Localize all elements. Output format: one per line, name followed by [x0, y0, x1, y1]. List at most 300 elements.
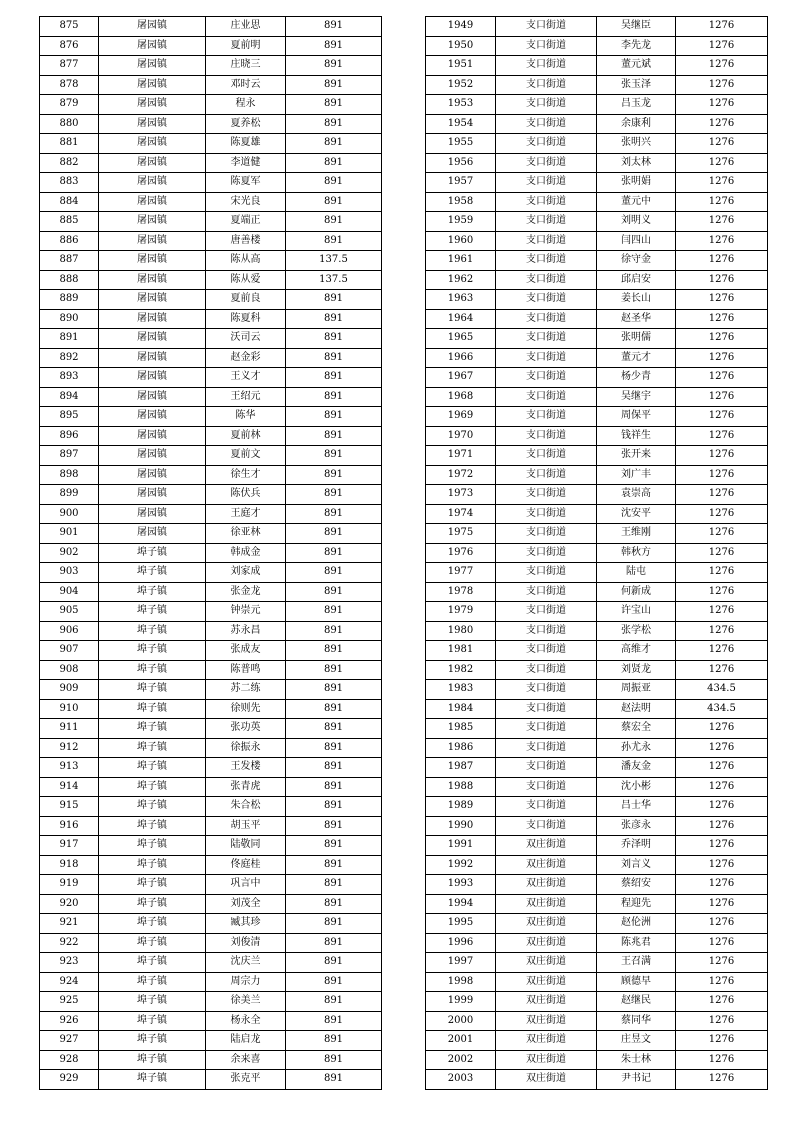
township-cell: 埠子镇 [99, 641, 206, 661]
township-cell: 屠园镇 [99, 95, 206, 115]
name-cell: 赵法明 [597, 699, 676, 719]
table-row [40, 485, 382, 505]
name-cell: 王庭才 [206, 504, 286, 524]
table-row [426, 875, 768, 895]
table-row [426, 797, 768, 817]
serial-cell: 1976 [426, 543, 496, 563]
serial-cell: 887 [40, 251, 99, 271]
table-row [426, 270, 768, 290]
township-cell: 双庄街道 [496, 894, 597, 914]
amount-cell: 891 [286, 426, 382, 446]
serial-cell: 914 [40, 777, 99, 797]
table-row [40, 387, 382, 407]
amount-cell: 891 [286, 75, 382, 95]
serial-cell: 1981 [426, 641, 496, 661]
amount-cell: 891 [286, 348, 382, 368]
amount-cell: 434.5 [676, 680, 768, 700]
name-cell: 周振亚 [597, 680, 676, 700]
township-cell: 支口街道 [496, 270, 597, 290]
amount-cell: 1276 [676, 1050, 768, 1070]
serial-cell: 1992 [426, 855, 496, 875]
serial-cell: 892 [40, 348, 99, 368]
name-cell: 董元斌 [597, 56, 676, 76]
township-cell: 支口街道 [496, 387, 597, 407]
township-cell: 屠园镇 [99, 485, 206, 505]
amount-cell: 891 [286, 446, 382, 466]
name-cell: 陈夏科 [206, 309, 286, 329]
table-row [426, 465, 768, 485]
name-cell: 刘家成 [206, 563, 286, 583]
table-row [426, 212, 768, 232]
serial-cell: 898 [40, 465, 99, 485]
serial-cell: 926 [40, 1011, 99, 1031]
table-row [40, 660, 382, 680]
serial-cell: 902 [40, 543, 99, 563]
amount-cell: 1276 [676, 290, 768, 310]
amount-cell: 891 [286, 992, 382, 1012]
serial-cell: 893 [40, 368, 99, 388]
table-row [40, 348, 382, 368]
serial-cell: 2002 [426, 1050, 496, 1070]
township-cell: 双庄街道 [496, 836, 597, 856]
township-cell: 支口街道 [496, 699, 597, 719]
name-cell: 周宗力 [206, 972, 286, 992]
name-cell: 陈普鸣 [206, 660, 286, 680]
township-cell: 埠子镇 [99, 797, 206, 817]
name-cell: 尹书记 [597, 1070, 676, 1090]
table-row [426, 348, 768, 368]
amount-cell: 891 [286, 36, 382, 56]
serial-cell: 1999 [426, 992, 496, 1012]
amount-cell: 1276 [676, 134, 768, 154]
serial-cell: 1978 [426, 582, 496, 602]
table-row [40, 270, 382, 290]
township-cell: 支口街道 [496, 17, 597, 37]
table-row [426, 153, 768, 173]
name-cell: 胡玉平 [206, 816, 286, 836]
amount-cell: 891 [286, 524, 382, 544]
township-cell: 埠子镇 [99, 543, 206, 563]
name-cell: 刘俊清 [206, 933, 286, 953]
amount-cell: 137.5 [286, 270, 382, 290]
serial-cell: 1968 [426, 387, 496, 407]
amount-cell: 1276 [676, 426, 768, 446]
table-row [40, 914, 382, 934]
serial-cell: 1974 [426, 504, 496, 524]
township-cell: 双庄街道 [496, 1070, 597, 1090]
table-row [40, 504, 382, 524]
table-row [40, 192, 382, 212]
name-cell: 韩秋方 [597, 543, 676, 563]
serial-cell: 896 [40, 426, 99, 446]
name-cell: 赵伦洲 [597, 914, 676, 934]
name-cell: 周保平 [597, 407, 676, 427]
township-cell: 支口街道 [496, 329, 597, 349]
township-cell: 双庄街道 [496, 933, 597, 953]
name-cell: 陆敬同 [206, 836, 286, 856]
amount-cell: 891 [286, 134, 382, 154]
name-cell: 王发楼 [206, 758, 286, 778]
amount-cell: 1276 [676, 485, 768, 505]
amount-cell: 1276 [676, 836, 768, 856]
name-cell: 朱合松 [206, 797, 286, 817]
serial-cell: 1965 [426, 329, 496, 349]
township-cell: 支口街道 [496, 95, 597, 115]
serial-cell: 1995 [426, 914, 496, 934]
township-cell: 支口街道 [496, 777, 597, 797]
township-cell: 双庄街道 [496, 1011, 597, 1031]
table-row [426, 407, 768, 427]
serial-cell: 1984 [426, 699, 496, 719]
name-cell: 李先龙 [597, 36, 676, 56]
amount-cell: 1276 [676, 641, 768, 661]
township-cell: 埠子镇 [99, 699, 206, 719]
amount-cell: 891 [286, 621, 382, 641]
name-cell: 赵继民 [597, 992, 676, 1012]
amount-cell: 1276 [676, 738, 768, 758]
left-table-body [40, 17, 382, 1090]
name-cell: 何新成 [597, 582, 676, 602]
name-cell: 顾德早 [597, 972, 676, 992]
township-cell: 埠子镇 [99, 680, 206, 700]
serial-cell: 904 [40, 582, 99, 602]
serial-cell: 908 [40, 660, 99, 680]
township-cell: 屠园镇 [99, 524, 206, 544]
serial-cell: 1985 [426, 719, 496, 739]
name-cell: 陈夏军 [206, 173, 286, 193]
table-row [426, 699, 768, 719]
amount-cell: 891 [286, 777, 382, 797]
right-roster-table [425, 16, 768, 1090]
township-cell: 支口街道 [496, 738, 597, 758]
serial-cell: 891 [40, 329, 99, 349]
table-row [40, 816, 382, 836]
amount-cell: 891 [286, 894, 382, 914]
name-cell: 刘明义 [597, 212, 676, 232]
table-row [40, 114, 382, 134]
township-cell: 埠子镇 [99, 758, 206, 778]
table-row [426, 680, 768, 700]
table-row [426, 894, 768, 914]
table-row [40, 543, 382, 563]
table-row [426, 972, 768, 992]
name-cell: 赵圣华 [597, 309, 676, 329]
township-cell: 屠园镇 [99, 17, 206, 37]
amount-cell: 1276 [676, 660, 768, 680]
serial-cell: 900 [40, 504, 99, 524]
table-row [426, 777, 768, 797]
township-cell: 支口街道 [496, 173, 597, 193]
table-row [426, 582, 768, 602]
table-row [426, 816, 768, 836]
table-row [426, 368, 768, 388]
township-cell: 屠园镇 [99, 192, 206, 212]
serial-cell: 894 [40, 387, 99, 407]
serial-cell: 895 [40, 407, 99, 427]
township-cell: 支口街道 [496, 602, 597, 622]
serial-cell: 1971 [426, 446, 496, 466]
name-cell: 刘茂全 [206, 894, 286, 914]
township-cell: 支口街道 [496, 680, 597, 700]
township-cell: 支口街道 [496, 309, 597, 329]
township-cell: 埠子镇 [99, 816, 206, 836]
serial-cell: 1957 [426, 173, 496, 193]
amount-cell: 1276 [676, 114, 768, 134]
serial-cell: 882 [40, 153, 99, 173]
serial-cell: 924 [40, 972, 99, 992]
amount-cell: 891 [286, 387, 382, 407]
amount-cell: 1276 [676, 446, 768, 466]
name-cell: 王义才 [206, 368, 286, 388]
township-cell: 支口街道 [496, 348, 597, 368]
serial-cell: 919 [40, 875, 99, 895]
township-cell: 埠子镇 [99, 914, 206, 934]
table-row [40, 290, 382, 310]
serial-cell: 1958 [426, 192, 496, 212]
table-row [40, 621, 382, 641]
name-cell: 潘友金 [597, 758, 676, 778]
table-row [40, 699, 382, 719]
serial-cell: 1980 [426, 621, 496, 641]
serial-cell: 922 [40, 933, 99, 953]
name-cell: 张开来 [597, 446, 676, 466]
table-row [40, 972, 382, 992]
township-cell: 支口街道 [496, 134, 597, 154]
township-cell: 屠园镇 [99, 465, 206, 485]
serial-cell: 1988 [426, 777, 496, 797]
name-cell: 王维刚 [597, 524, 676, 544]
table-row [40, 524, 382, 544]
table-row [426, 758, 768, 778]
serial-cell: 1956 [426, 153, 496, 173]
serial-cell: 1951 [426, 56, 496, 76]
serial-cell: 917 [40, 836, 99, 856]
amount-cell: 891 [286, 290, 382, 310]
name-cell: 吴继臣 [597, 17, 676, 37]
name-cell: 许宝山 [597, 602, 676, 622]
township-cell: 屠园镇 [99, 270, 206, 290]
amount-cell: 1276 [676, 953, 768, 973]
amount-cell: 891 [286, 758, 382, 778]
serial-cell: 1986 [426, 738, 496, 758]
name-cell: 陈从高 [206, 251, 286, 271]
name-cell: 董元中 [597, 192, 676, 212]
serial-cell: 923 [40, 953, 99, 973]
township-cell: 埠子镇 [99, 563, 206, 583]
amount-cell: 1276 [676, 972, 768, 992]
name-cell: 张彦永 [597, 816, 676, 836]
township-cell: 屠园镇 [99, 134, 206, 154]
amount-cell: 891 [286, 641, 382, 661]
table-row [426, 914, 768, 934]
township-cell: 埠子镇 [99, 738, 206, 758]
serial-cell: 906 [40, 621, 99, 641]
amount-cell: 891 [286, 17, 382, 37]
table-row [426, 855, 768, 875]
name-cell: 张功英 [206, 719, 286, 739]
township-cell: 支口街道 [496, 407, 597, 427]
serial-cell: 890 [40, 309, 99, 329]
township-cell: 双庄街道 [496, 1050, 597, 1070]
name-cell: 张明儒 [597, 329, 676, 349]
serial-cell: 2001 [426, 1031, 496, 1051]
serial-cell: 918 [40, 855, 99, 875]
amount-cell: 891 [286, 114, 382, 134]
name-cell: 唐善楼 [206, 231, 286, 251]
serial-cell: 1987 [426, 758, 496, 778]
name-cell: 庄昱文 [597, 1031, 676, 1051]
amount-cell: 1276 [676, 992, 768, 1012]
serial-cell: 1982 [426, 660, 496, 680]
amount-cell: 891 [286, 972, 382, 992]
serial-cell: 1977 [426, 563, 496, 583]
name-cell: 赵金彩 [206, 348, 286, 368]
township-cell: 双庄街道 [496, 914, 597, 934]
amount-cell: 891 [286, 602, 382, 622]
serial-cell: 886 [40, 231, 99, 251]
township-cell: 屠园镇 [99, 212, 206, 232]
name-cell: 夏端正 [206, 212, 286, 232]
table-row [426, 524, 768, 544]
township-cell: 双庄街道 [496, 992, 597, 1012]
township-cell: 屠园镇 [99, 75, 206, 95]
township-cell: 支口街道 [496, 56, 597, 76]
township-cell: 屠园镇 [99, 173, 206, 193]
amount-cell: 1276 [676, 524, 768, 544]
serial-cell: 1950 [426, 36, 496, 56]
table-row [426, 173, 768, 193]
amount-cell: 891 [286, 543, 382, 563]
serial-cell: 913 [40, 758, 99, 778]
serial-cell: 1983 [426, 680, 496, 700]
serial-cell: 876 [40, 36, 99, 56]
serial-cell: 1953 [426, 95, 496, 115]
name-cell: 刘广丰 [597, 465, 676, 485]
serial-cell: 1969 [426, 407, 496, 427]
serial-cell: 921 [40, 914, 99, 934]
serial-cell: 875 [40, 17, 99, 37]
serial-cell: 1960 [426, 231, 496, 251]
township-cell: 屠园镇 [99, 36, 206, 56]
table-row [40, 309, 382, 329]
name-cell: 王绍元 [206, 387, 286, 407]
amount-cell: 891 [286, 582, 382, 602]
serial-cell: 883 [40, 173, 99, 193]
serial-cell: 910 [40, 699, 99, 719]
name-cell: 孙尤永 [597, 738, 676, 758]
amount-cell: 1276 [676, 465, 768, 485]
name-cell: 蔡宏全 [597, 719, 676, 739]
township-cell: 屠园镇 [99, 290, 206, 310]
township-cell: 埠子镇 [99, 933, 206, 953]
table-row [40, 231, 382, 251]
table-row [40, 641, 382, 661]
table-row [426, 738, 768, 758]
township-cell: 双庄街道 [496, 972, 597, 992]
name-cell: 张金龙 [206, 582, 286, 602]
table-row [426, 485, 768, 505]
serial-cell: 878 [40, 75, 99, 95]
township-cell: 支口街道 [496, 114, 597, 134]
amount-cell: 891 [286, 816, 382, 836]
name-cell: 夏前明 [206, 36, 286, 56]
name-cell: 苏二练 [206, 680, 286, 700]
township-cell: 支口街道 [496, 660, 597, 680]
table-row [40, 329, 382, 349]
name-cell: 陆启龙 [206, 1031, 286, 1051]
name-cell: 吕玉龙 [597, 95, 676, 115]
serial-cell: 885 [40, 212, 99, 232]
table-row [426, 992, 768, 1012]
amount-cell: 891 [286, 1070, 382, 1090]
amount-cell: 1276 [676, 875, 768, 895]
table-row [426, 387, 768, 407]
serial-cell: 1994 [426, 894, 496, 914]
table-row [40, 777, 382, 797]
table-row [426, 251, 768, 271]
name-cell: 徐美兰 [206, 992, 286, 1012]
name-cell: 张青虎 [206, 777, 286, 797]
table-row [40, 933, 382, 953]
amount-cell: 1276 [676, 1031, 768, 1051]
amount-cell: 1276 [676, 602, 768, 622]
name-cell: 钟崇元 [206, 602, 286, 622]
amount-cell: 1276 [676, 543, 768, 563]
table-row [40, 875, 382, 895]
amount-cell: 891 [286, 953, 382, 973]
table-row [426, 75, 768, 95]
name-cell: 陈夏雄 [206, 134, 286, 154]
table-row [40, 602, 382, 622]
name-cell: 张克平 [206, 1070, 286, 1090]
name-cell: 徐守金 [597, 251, 676, 271]
name-cell: 朱士林 [597, 1050, 676, 1070]
serial-cell: 925 [40, 992, 99, 1012]
township-cell: 支口街道 [496, 758, 597, 778]
township-cell: 埠子镇 [99, 953, 206, 973]
amount-cell: 1276 [676, 563, 768, 583]
name-cell: 张明兴 [597, 134, 676, 154]
township-cell: 埠子镇 [99, 855, 206, 875]
township-cell: 埠子镇 [99, 602, 206, 622]
serial-cell: 905 [40, 602, 99, 622]
table-row [426, 36, 768, 56]
table-row [426, 602, 768, 622]
amount-cell: 891 [286, 1050, 382, 1070]
amount-cell: 891 [286, 212, 382, 232]
serial-cell: 1973 [426, 485, 496, 505]
serial-cell: 1970 [426, 426, 496, 446]
table-row [40, 95, 382, 115]
township-cell: 支口街道 [496, 153, 597, 173]
amount-cell: 1276 [676, 56, 768, 76]
amount-cell: 1276 [676, 855, 768, 875]
serial-cell: 1975 [426, 524, 496, 544]
serial-cell: 1998 [426, 972, 496, 992]
serial-cell: 1949 [426, 17, 496, 37]
name-cell: 余康利 [597, 114, 676, 134]
table-row [40, 836, 382, 856]
name-cell: 闫四山 [597, 231, 676, 251]
table-row [426, 446, 768, 466]
name-cell: 夏养松 [206, 114, 286, 134]
name-cell: 杨少青 [597, 368, 676, 388]
township-cell: 支口街道 [496, 543, 597, 563]
township-cell: 双庄街道 [496, 875, 597, 895]
township-cell: 埠子镇 [99, 582, 206, 602]
serial-cell: 1964 [426, 309, 496, 329]
serial-cell: 1963 [426, 290, 496, 310]
